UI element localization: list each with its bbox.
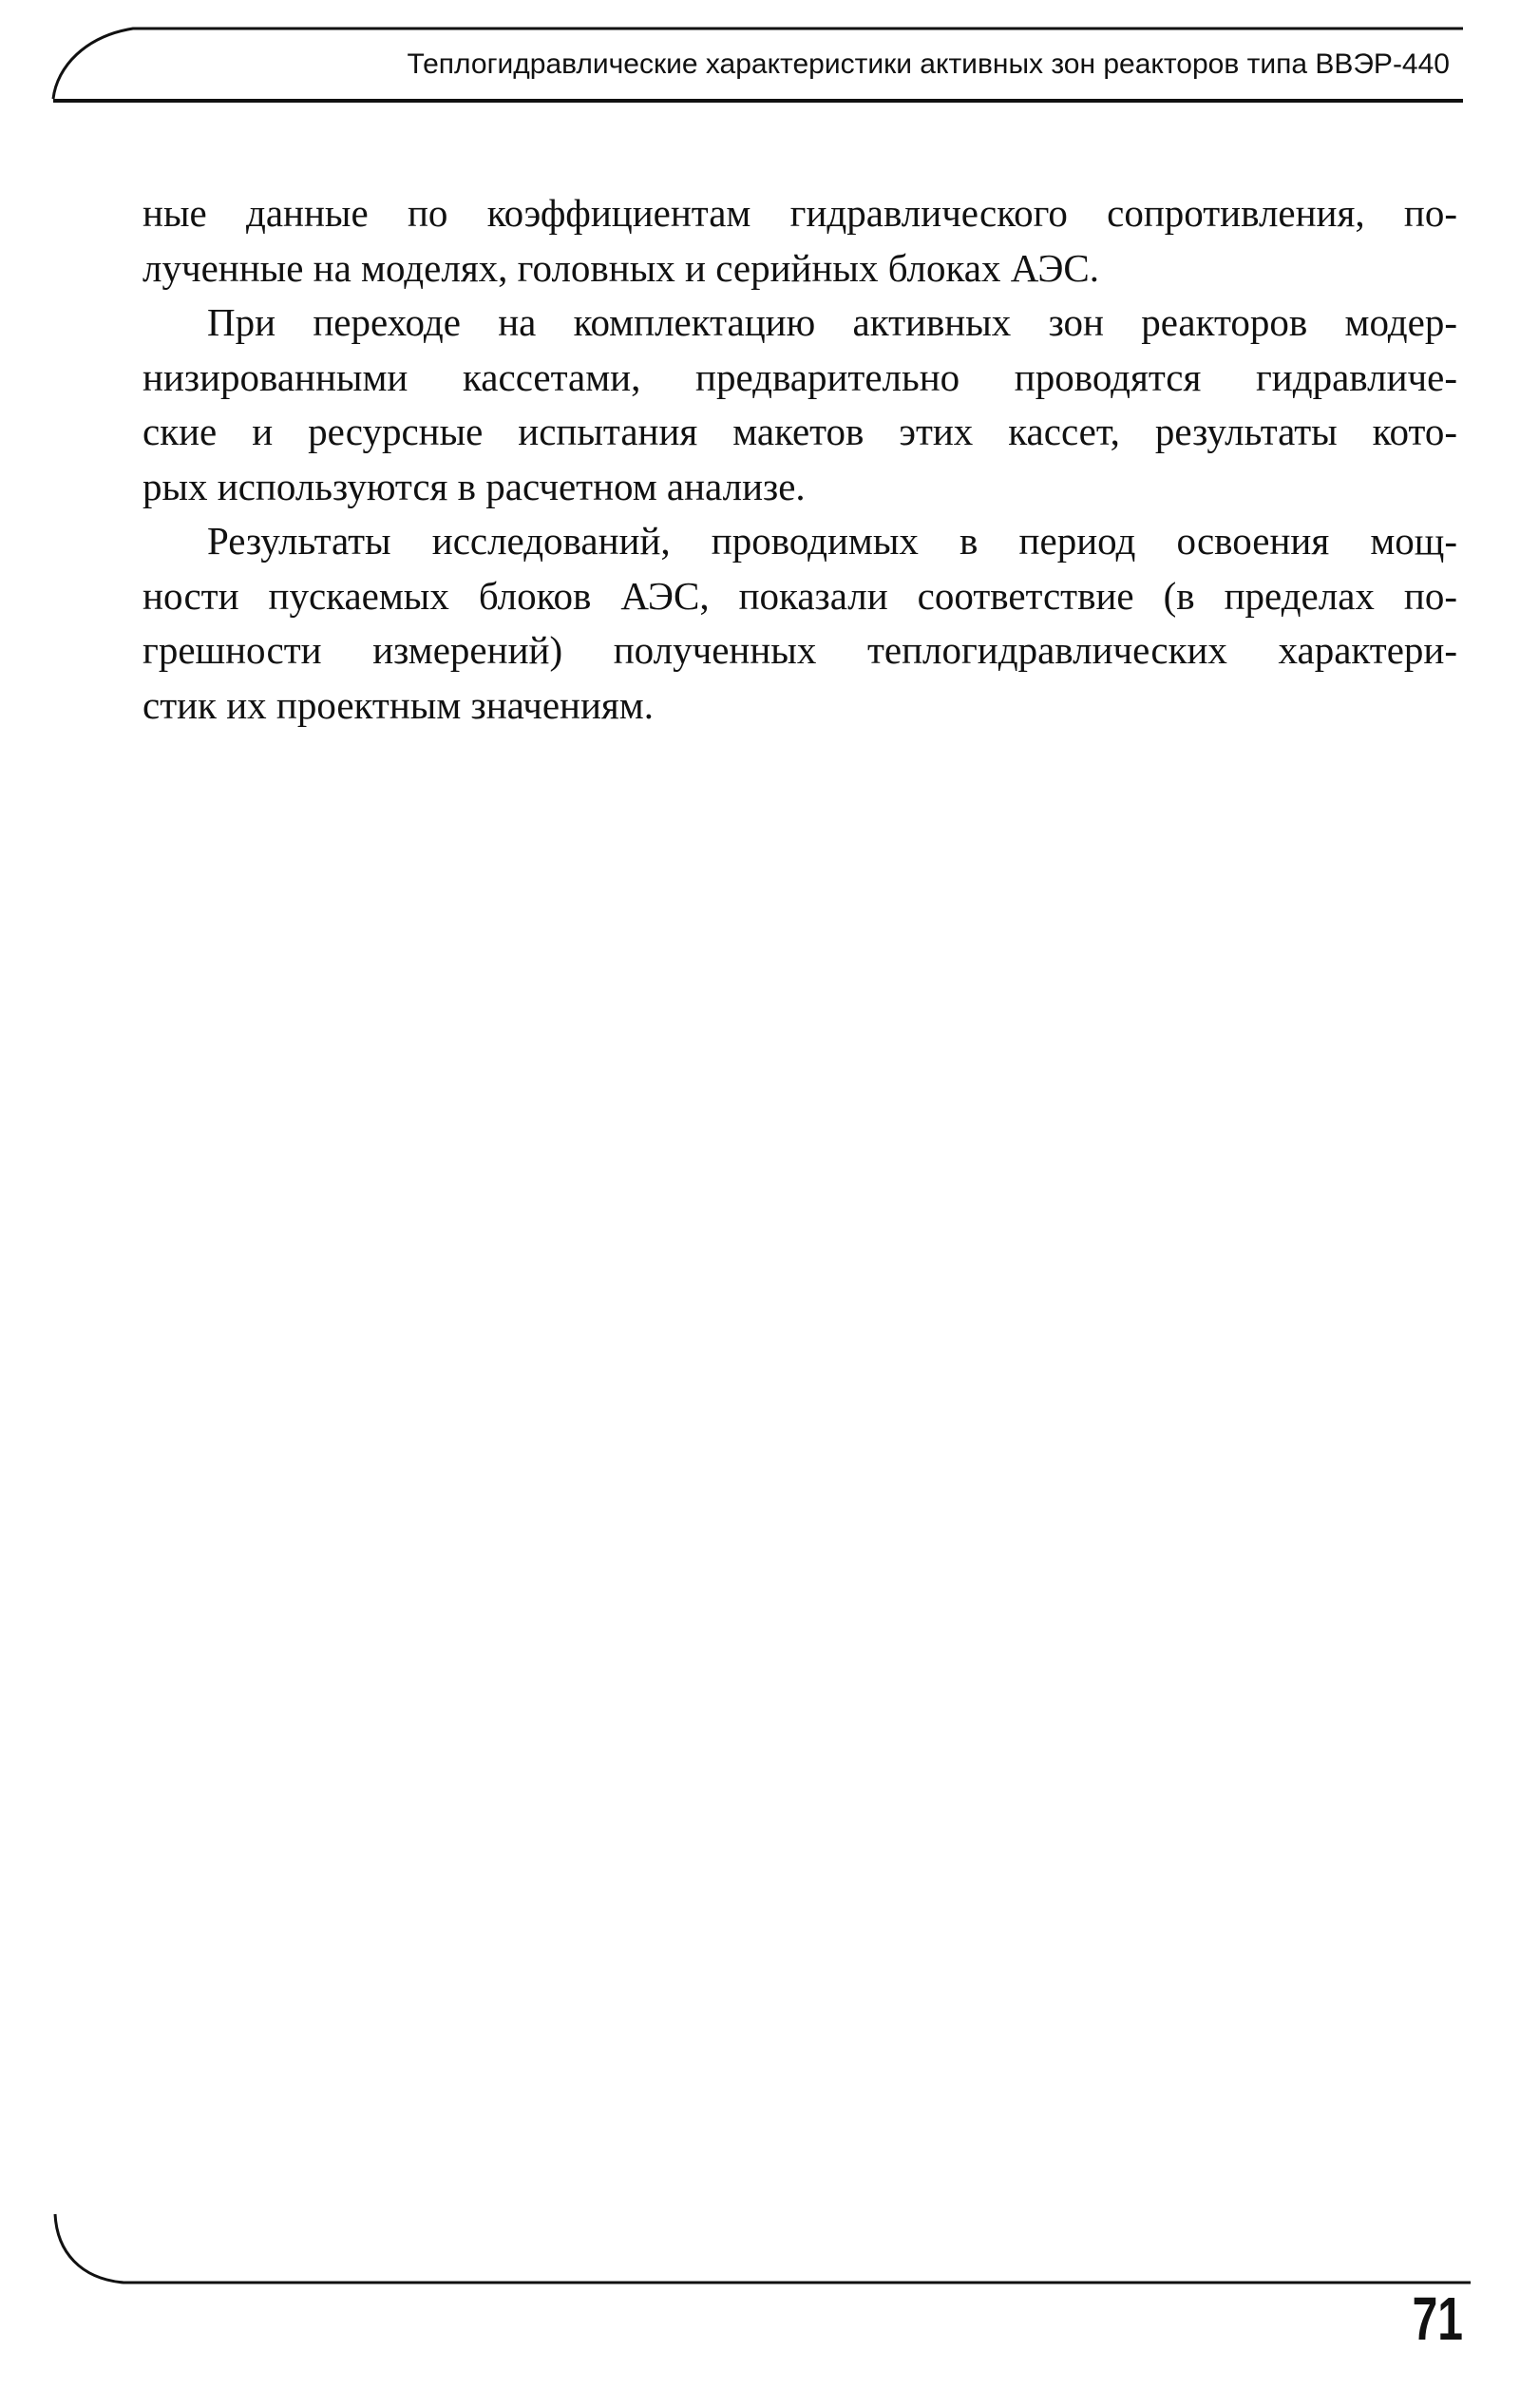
body-text — [142, 186, 1457, 733]
text-line: Результаты исследований, проводимых в период освоения мощ- — [207, 519, 1457, 563]
text-line: При переходе на комплектацию активных зон реакторов модер- — [207, 300, 1457, 344]
footer-rule — [55, 2214, 1471, 2283]
paragraph-1 — [142, 186, 1457, 296]
text-line: рых используются в расчетном анализе. — [142, 464, 806, 508]
text-line: ские и ресурсные испытания макетов этих кассет, результаты кото- — [142, 410, 1457, 453]
text-line: низированными кассетами, предварительно проводятся гидравличе- — [142, 354, 1457, 399]
page-number: 71 — [1412, 2284, 1463, 2353]
text-line: стик их проектным значениям. — [142, 682, 654, 727]
running-header-title: Теплогидравлические характеристики активных зон реакторов типа ВВЭР-440 — [407, 48, 1450, 80]
text-line: грешности измерений) полученных теплогидравлических характери- — [142, 628, 1457, 672]
text-line: ности пускаемых блоков АЭС, показали соответствие (в пределах по- — [142, 573, 1457, 618]
text-line: ные данные по коэффициентам гидравлического сопротивления, по- — [142, 191, 1457, 235]
paragraph-2 — [142, 296, 1457, 514]
paragraph-3 — [142, 514, 1457, 733]
text-line: лученные на моделях, головных и серийных блоках АЭС. — [142, 245, 1100, 290]
